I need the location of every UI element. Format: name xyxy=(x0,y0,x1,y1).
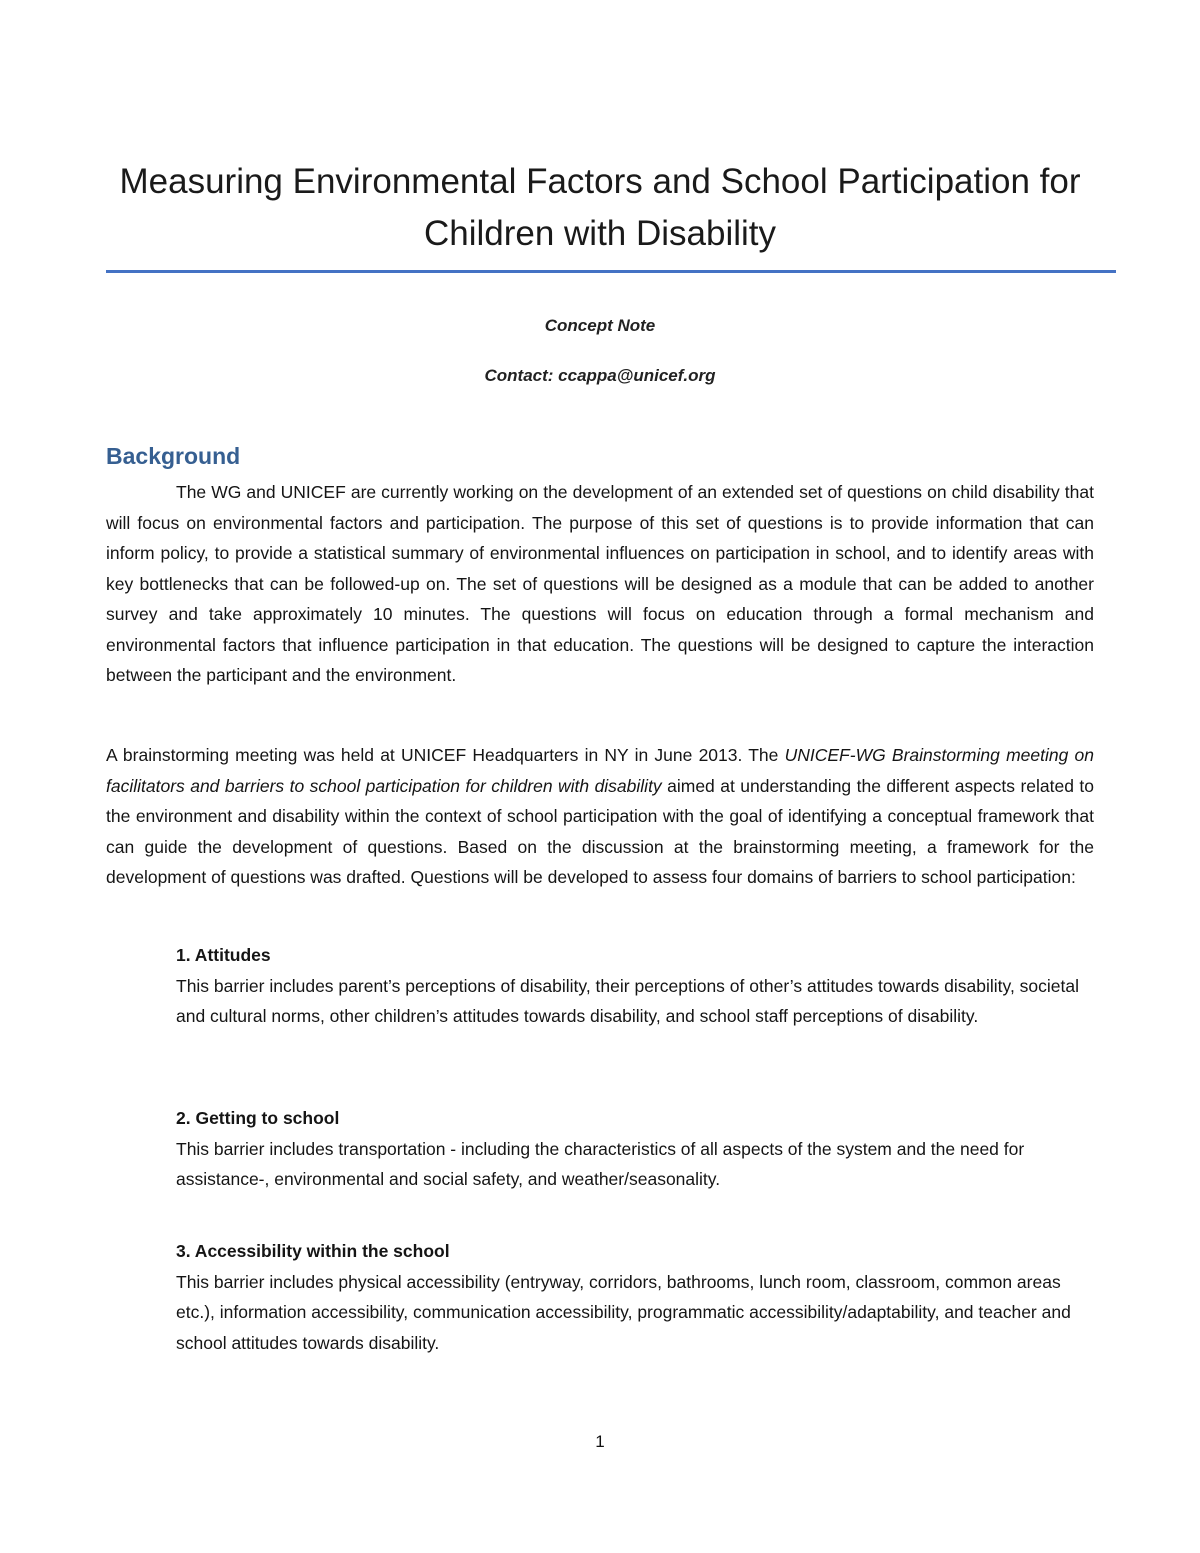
title-line-2: Children with Disability xyxy=(423,214,777,253)
title-line-1: Measuring Environmental Factors and School Participation for xyxy=(119,162,1081,201)
page-number: 1 xyxy=(595,1432,605,1451)
paragraph-1: The WG and UNICEF are currently working on the development of an extended set of questions on child disability that will focus on environmental factors and participation. The purpose of this set of questions is to provide information that can inform policy, to provide a statistical summary of environmental influences on participation in school, and to identify areas with key bottlenecks that can be followed-up on. The set of questions will be designed as a module that can be added to another survey and take approximately 10 minutes. The questions will focus on education through a formal mechanism and environmental factors that influence participation in that education. The questions will be designed to capture the interaction between the participant and the environment. xyxy=(106,482,1094,685)
barrier-text: This barrier includes parent’s perceptions of disability, their perceptions of other’s attitudes towards disability, societal and cultural norms, other children’s attitudes towards disability, and school staff perceptions of disability. xyxy=(176,975,1080,1026)
subtitle: Concept Note xyxy=(544,316,656,335)
barrier-heading: 3. Accessibility within the school xyxy=(176,1241,450,1261)
barrier-item xyxy=(176,1103,1086,1195)
paragraph-2 xyxy=(106,740,1094,893)
barrier-item xyxy=(176,940,1086,1032)
barrier-heading: 2. Getting to school xyxy=(176,1108,340,1128)
barrier-item xyxy=(176,1236,1086,1358)
barrier-text: This barrier includes transportation - including the characteristics of all aspects of the system and the need for assistance-, environmental and social safety, and weather/seasonality. xyxy=(176,1138,1025,1189)
section-heading: Background xyxy=(106,443,241,469)
paragraph-2-start: A brainstorming meeting was held at UNICEF Headquarters in NY in June 2013. The xyxy=(106,745,785,765)
meeting-title: UNICEF-WG Brainstorming meeting on facilitators and barriers to school participation for children with disability xyxy=(106,745,1094,796)
paragraph-2-end: aimed at understanding the different aspects related to the environment and disability within the context of school participation with the goal of identifying a conceptual framework that can guide the development of questions. Based on the discussion at the brainstorming meeting, a framework for the development of questions was drafted. Questions will be developed to assess four domains of barriers to school participation: xyxy=(106,775,1094,887)
title-underline xyxy=(106,270,1116,273)
barrier-heading: 1. Attitudes xyxy=(176,945,271,965)
document-title xyxy=(100,156,1100,260)
contact-line: Contact: ccappa@unicef.org xyxy=(484,366,716,385)
barrier-text: This barrier includes physical accessibility (entryway, corridors, bathrooms, lunch room, classroom, common areas etc.), information accessibility, communication accessibility, programmatic accessibility/adaptability, and teacher and school attitudes towards disability. xyxy=(176,1271,1071,1353)
